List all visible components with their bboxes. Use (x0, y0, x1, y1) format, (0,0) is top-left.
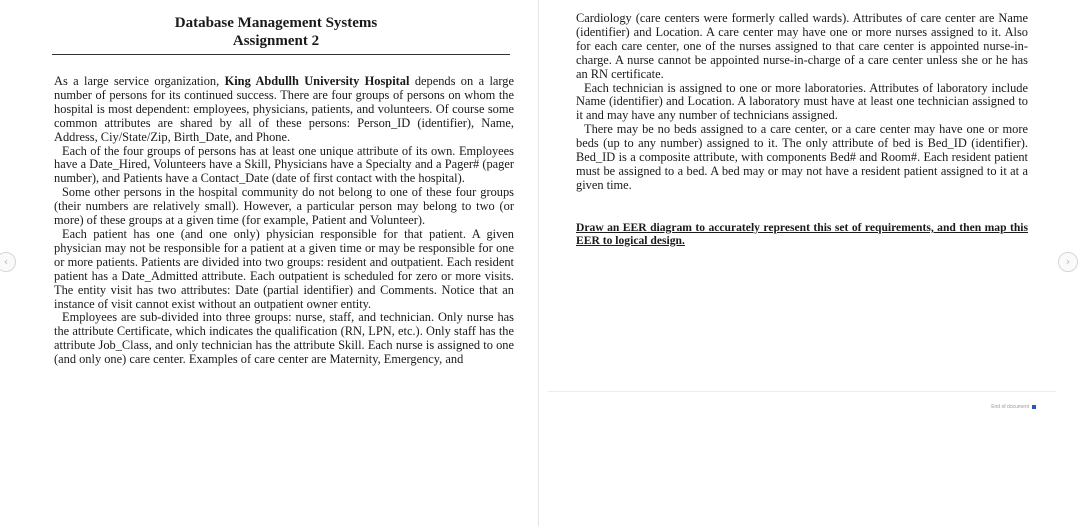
paragraph-patients: Each patient has one (and one only) physician responsible for that patient. A given physician may not be responsible for a patient at a given time or may be responsible for one or more patients. Patients are divided into two groups: resident and outpatient. Each resident patient has a Date_Admitted attribute. Each outpatient is scheduled for zero or more visits. The entity visit has two attributes: Date (partial identifier) and Comments. Notice that an instance of visit cannot exist without an outpatient owner entity. (54, 226, 514, 311)
end-marker-icon (1032, 405, 1036, 409)
document-page-right (548, 8, 1056, 518)
paragraph-beds: There may be no beds assigned to a care center, or a care center may have one or more beds (up to any number) assigned to it. The only attribute of bed is Bed_ID (identifier). Bed_ID is a composite attribute, with components Bed# and Room#. Each resident patient must be assigned to a bed. A bed may or may not have a resident patient assigned to it at a given time. (576, 122, 1028, 192)
page-divider (538, 0, 539, 526)
document-page-left (22, 8, 530, 518)
paragraph-technician: Each technician is assigned to one or more laboratories. Attributes of laboratory include Name (identifier) and Location. A laboratory must have at least one technician assigned to it and may have any number of technicians assigned. (576, 80, 1028, 123)
paragraph-employees: Employees are sub-divided into three groups: nurse, staff, and technician. Only nurse has the attribute Certificate, which indicates the qualification (RN, LPN, etc.). Only staff has the attribute Job_Class, and only technician has the attribute Skill. Each nurse is assigned to one (and only one) care center. Examples of care center are Maternity, Emergency, and (54, 310, 514, 367)
next-page-icon[interactable]: › (1058, 252, 1078, 272)
requirements-text-right (548, 8, 1056, 193)
paragraph-persons: As a large service organization, King Abdullh University Hospital depends on a large number of persons for its continued success. There are four groups of persons on whom the hospital is most dependent: employees, physicians, patients, and volunteers. Of course some common attributes are shared by all of these persons: Person_ID (identifier), Name, Address, Ciy/State/Zip, Birth_Date, and Phone. (54, 74, 514, 144)
paragraph-care-center: Cardiology (care centers were formerly called wards). Attributes of care center are Name (identifier) and Location. A care center may have one or more nurses assigned to it. Also for each care center, one of the nurses assigned to that care center is appointed nurse-in-charge. A nurse cannot be appointed nurse-in-charge of a care center unless she or he has an RN certificate. (576, 11, 1028, 81)
end-divider (548, 391, 1056, 392)
previous-page-icon[interactable]: ‹ (0, 252, 16, 272)
end-of-document: End of document (991, 404, 1036, 410)
document-header (22, 8, 530, 50)
assignment-title: Assignment 2 (232, 33, 320, 49)
hospital-name: King Abdullh University Hospital (224, 74, 410, 88)
requirements-text-left (22, 55, 530, 367)
paragraph-groups: Each of the four groups of persons has at least one unique attribute of its own. Employees have a Date_Hired, Volunteers have a Skill, Physicians have a Specialty and a Pager# (pager number), and Patients have a Contact_Date (date of first contact with the hospital). (54, 143, 514, 186)
paragraph-other-persons: Some other persons in the hospital community do not belong to one of these four groups (their numbers are relatively small). However, a particular person may belong to two (or more) of these groups at a given time (for example, Patient and Volunteer). (54, 185, 514, 228)
assignment-task: Draw an EER diagram to accurately represent this set of requirements, and then map this EER to logical design. (576, 220, 1028, 247)
course-title: Database Management Systems (174, 15, 378, 31)
